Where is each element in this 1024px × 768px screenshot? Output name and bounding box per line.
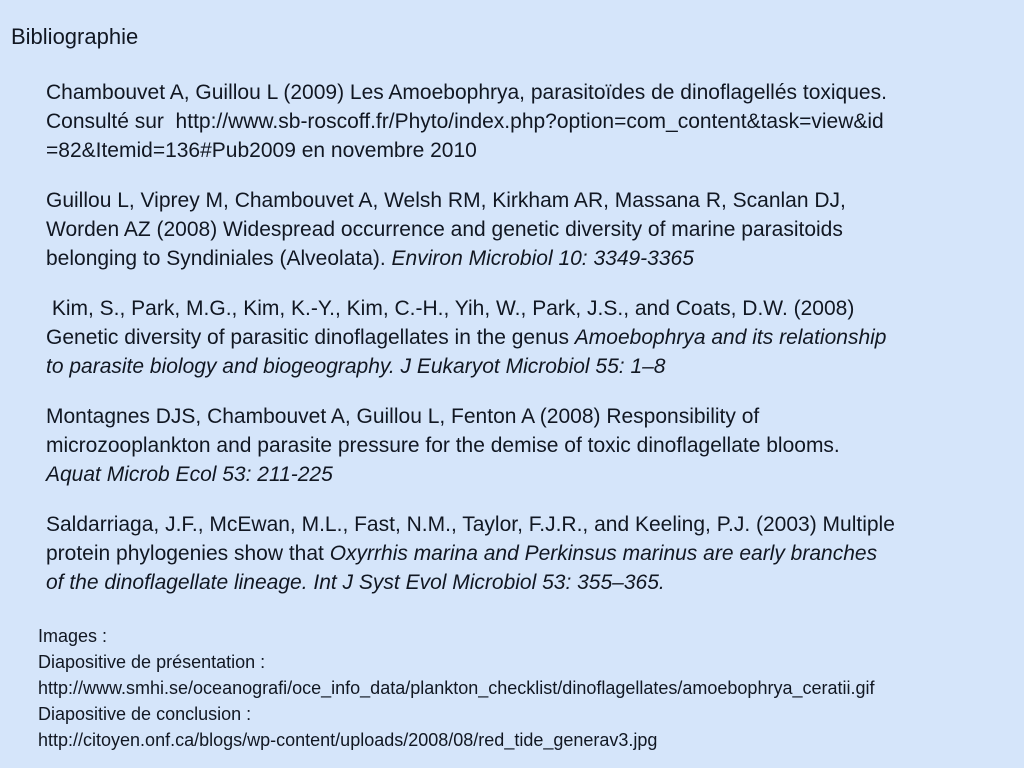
reference-line xyxy=(46,323,895,352)
reference-text: =82&Itemid=136#Pub2009 en novembre 2010 xyxy=(46,139,477,162)
reference-line xyxy=(46,136,895,165)
reference-text-italic: Aquat Microb Ecol 53: 211-225 xyxy=(46,463,333,486)
reference-text: Montagnes DJS, Chambouvet A, Guillou L, Fenton A (2008) Responsibility of xyxy=(46,405,760,428)
reference-text: Saldarriaga, J.F., McEwan, M.L., Fast, N.M., Taylor, F.J.R., and Keeling, P.J. (2003) Multiple xyxy=(46,513,895,536)
reference-text: belonging to Syndiniales (Alveolata). xyxy=(46,247,392,270)
reference-line xyxy=(46,244,895,273)
reference-text-italic: Amoebophrya and its relationship xyxy=(574,326,887,349)
reference-entry xyxy=(46,510,895,597)
reference-text: Guillou L, Viprey M, Chambouvet A, Welsh RM, Kirkham AR, Massana R, Scanlan DJ, xyxy=(46,189,846,212)
image-credit-line: http://citoyen.onf.ca/blogs/wp-content/uploads/2008/08/red_tide_generav3.jpg xyxy=(38,730,658,750)
reference-line xyxy=(46,402,895,431)
reference-text: protein phylogenies show that xyxy=(46,542,330,565)
page-title: Bibliographie xyxy=(11,24,139,49)
reference-text-italic: Environ Microbiol 10: 3349-3365 xyxy=(391,247,694,270)
reference-line xyxy=(46,78,895,107)
bibliography-list xyxy=(46,78,895,618)
reference-line xyxy=(46,186,895,215)
reference-line xyxy=(46,294,895,323)
reference-text-italic: Oxyrrhis marina and Perkinsus marinus are early branches xyxy=(329,542,878,565)
reference-text-italic: to parasite biology and biogeography. J Eukaryot Microbiol 55: 1–8 xyxy=(46,355,666,378)
reference-entry xyxy=(46,186,895,273)
image-credit-line: Diapositive de présentation : xyxy=(38,652,266,672)
reference-entry xyxy=(46,294,895,381)
reference-line xyxy=(46,215,895,244)
reference-text: Kim, S., Park, M.G., Kim, K.-Y., Kim, C.-H., Yih, W., Park, J.S., and Coats, D.W. (2008) xyxy=(46,297,855,320)
image-credits-block xyxy=(38,623,875,753)
reference-line xyxy=(46,510,895,539)
reference-entry xyxy=(46,402,895,489)
reference-line xyxy=(46,460,895,489)
reference-line xyxy=(46,431,895,460)
image-credit-line: Images : xyxy=(38,626,108,646)
reference-line xyxy=(46,107,895,136)
reference-text: microzooplankton and parasite pressure for the demise of toxic dinoflagellate blooms. xyxy=(46,434,840,457)
reference-line xyxy=(46,568,895,597)
reference-text: Consulté sur http://www.sb-roscoff.fr/Phyto/index.php?option=com_content&task=view&id xyxy=(46,110,884,133)
reference-text-italic: of the dinoflagellate lineage. Int J Syst Evol Microbiol 53: 355–365. xyxy=(46,571,665,594)
image-credit-line: http://www.smhi.se/oceanografi/oce_info_data/plankton_checklist/dinoflagellates/amoebophrya_ceratii.gif xyxy=(38,678,875,698)
image-credit-line: Diapositive de conclusion : xyxy=(38,704,252,724)
reference-line xyxy=(46,352,895,381)
reference-entry xyxy=(46,78,895,165)
reference-text: Chambouvet A, Guillou L (2009) Les Amoebophrya, parasitoïdes de dinoflagellés toxiques. xyxy=(46,81,887,104)
reference-text: Genetic diversity of parasitic dinoflagellates in the genus xyxy=(46,326,575,349)
reference-line xyxy=(46,539,895,568)
reference-text: Worden AZ (2008) Widespread occurrence and genetic diversity of marine parasitoids xyxy=(46,218,843,241)
